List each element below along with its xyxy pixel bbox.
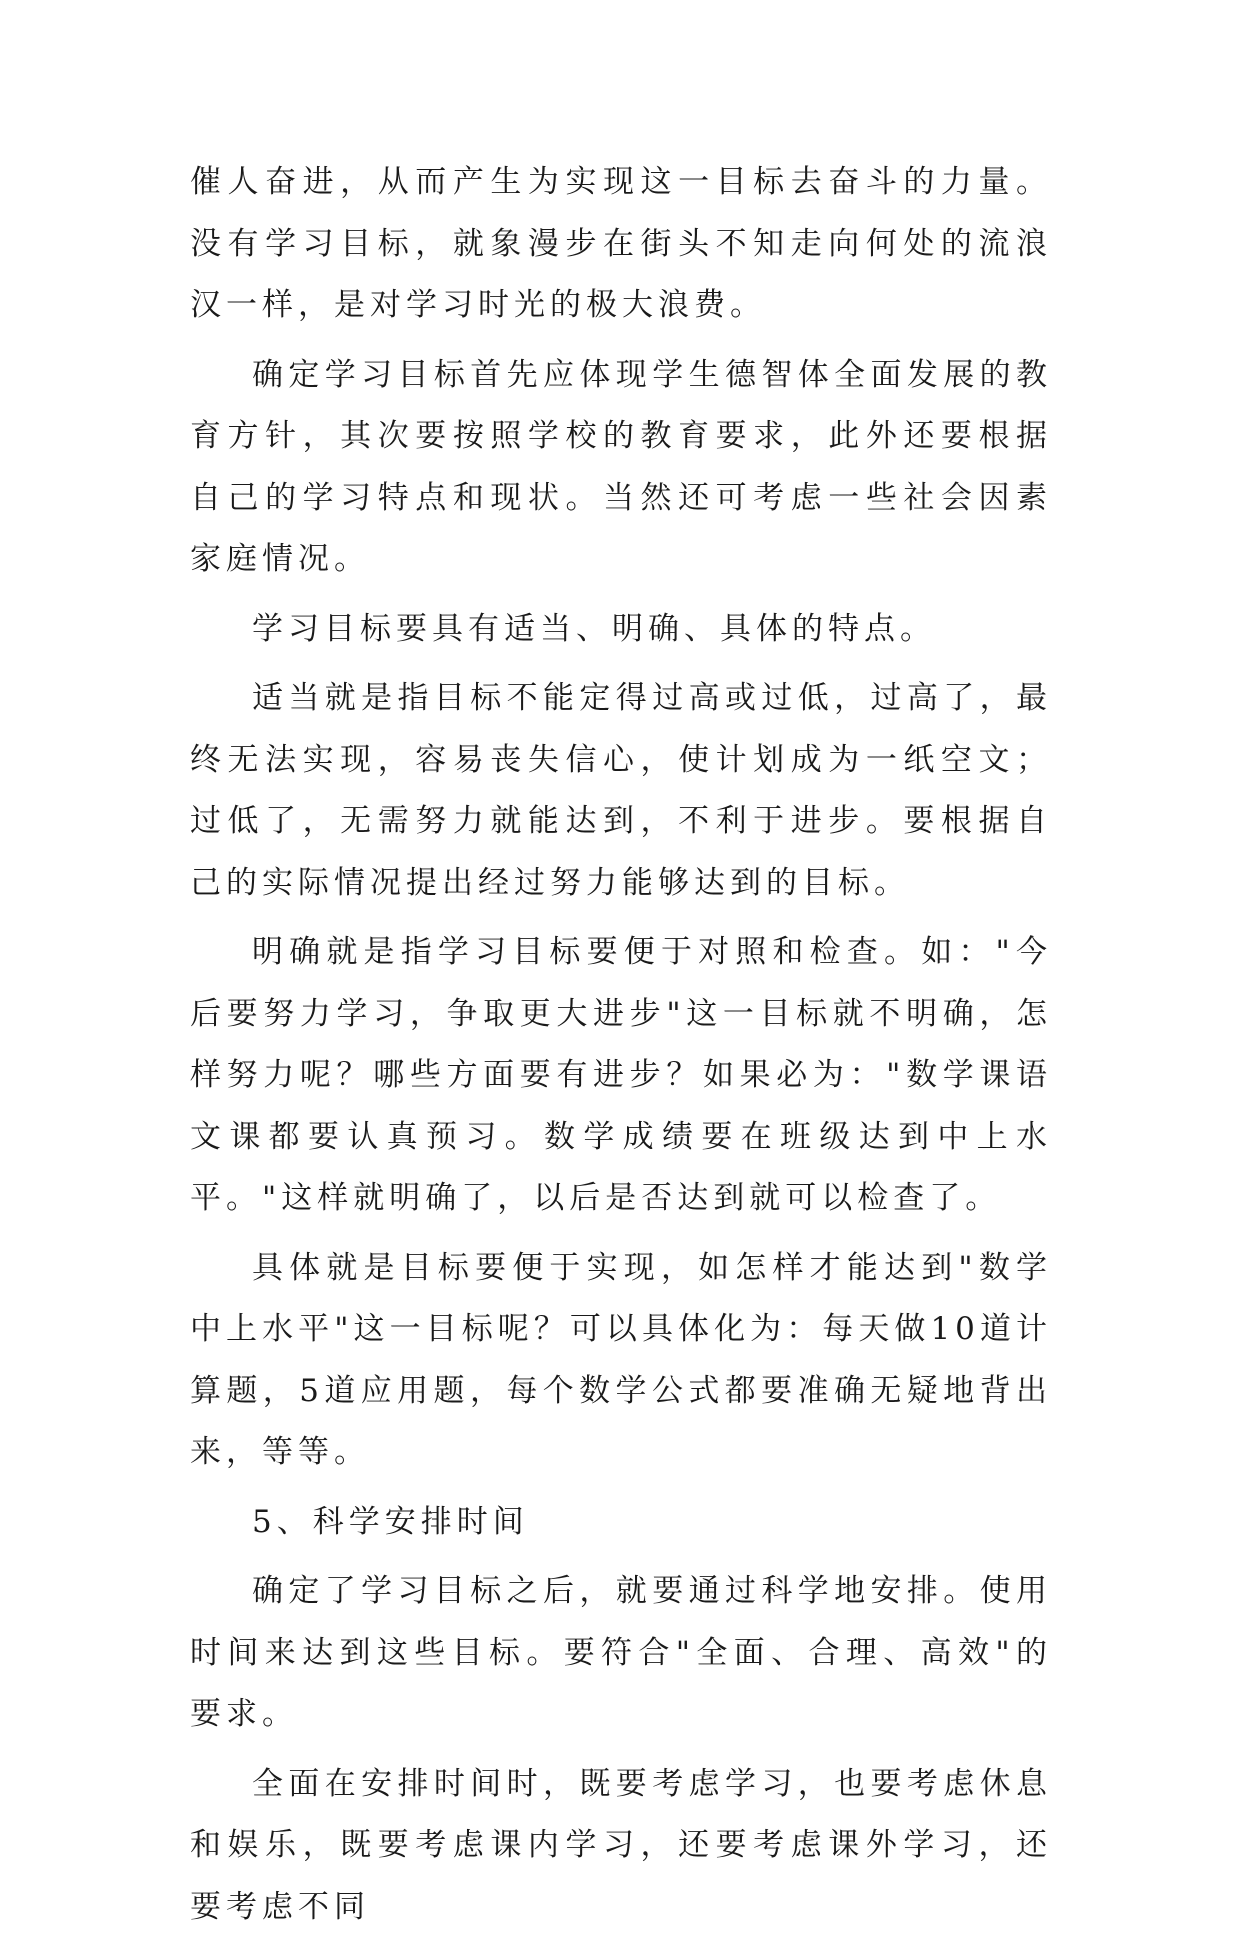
document-body [190, 152, 1052, 1938]
paragraph-time-intro: 确定了学习目标之后，就要通过科学地安排。使用时间来达到这些目标。要符合"全面、合理、高效"的要求。 [190, 1561, 1052, 1746]
paragraph-goal-principles: 确定学习目标首先应体现学生德智体全面发展的教育方针，其次要按照学校的教育要求，此外还要根据自己的学习特点和现状。当然还可考虑一些社会因素家庭情况。 [190, 345, 1052, 591]
paragraph-specific: 具体就是目标要便于实现，如怎样才能达到"数学中上水平"这一目标呢？可以具体化为：每天做10道计算题，5道应用题，每个数学公式都要准确无疑地背出来，等等。 [190, 1238, 1052, 1484]
paragraph-continuation: 催人奋进，从而产生为实现这一目标去奋斗的力量。没有学习目标，就象漫步在街头不知走向何处的流浪汉一样，是对学习时光的极大浪费。 [190, 152, 1052, 337]
paragraph-appropriate: 适当就是指目标不能定得过高或过低，过高了，最终无法实现，容易丧失信心，使计划成为一纸空文；过低了，无需努力就能达到，不利于进步。要根据自己的实际情况提出经过努力能够达到的目标。 [190, 668, 1052, 914]
section-heading-time: 5、科学安排时间 [190, 1492, 1052, 1554]
paragraph-goal-features: 学习目标要具有适当、明确、具体的特点。 [190, 599, 1052, 661]
paragraph-clear: 明确就是指学习目标要便于对照和检查。如："今后要努力学习，争取更大进步"这一目标就不明确，怎样努力呢？哪些方面要有进步？如果必为："数学课语文课都要认真预习。数学成绩要在班级达到中上水平。"这样就明确了，以后是否达到就可以检查了。 [190, 922, 1052, 1230]
paragraph-comprehensive: 全面在安排时间时，既要考虑学习，也要考虑休息和娱乐，既要考虑课内学习，还要考虑课外学习，还要考虑不同 [190, 1754, 1052, 1938]
